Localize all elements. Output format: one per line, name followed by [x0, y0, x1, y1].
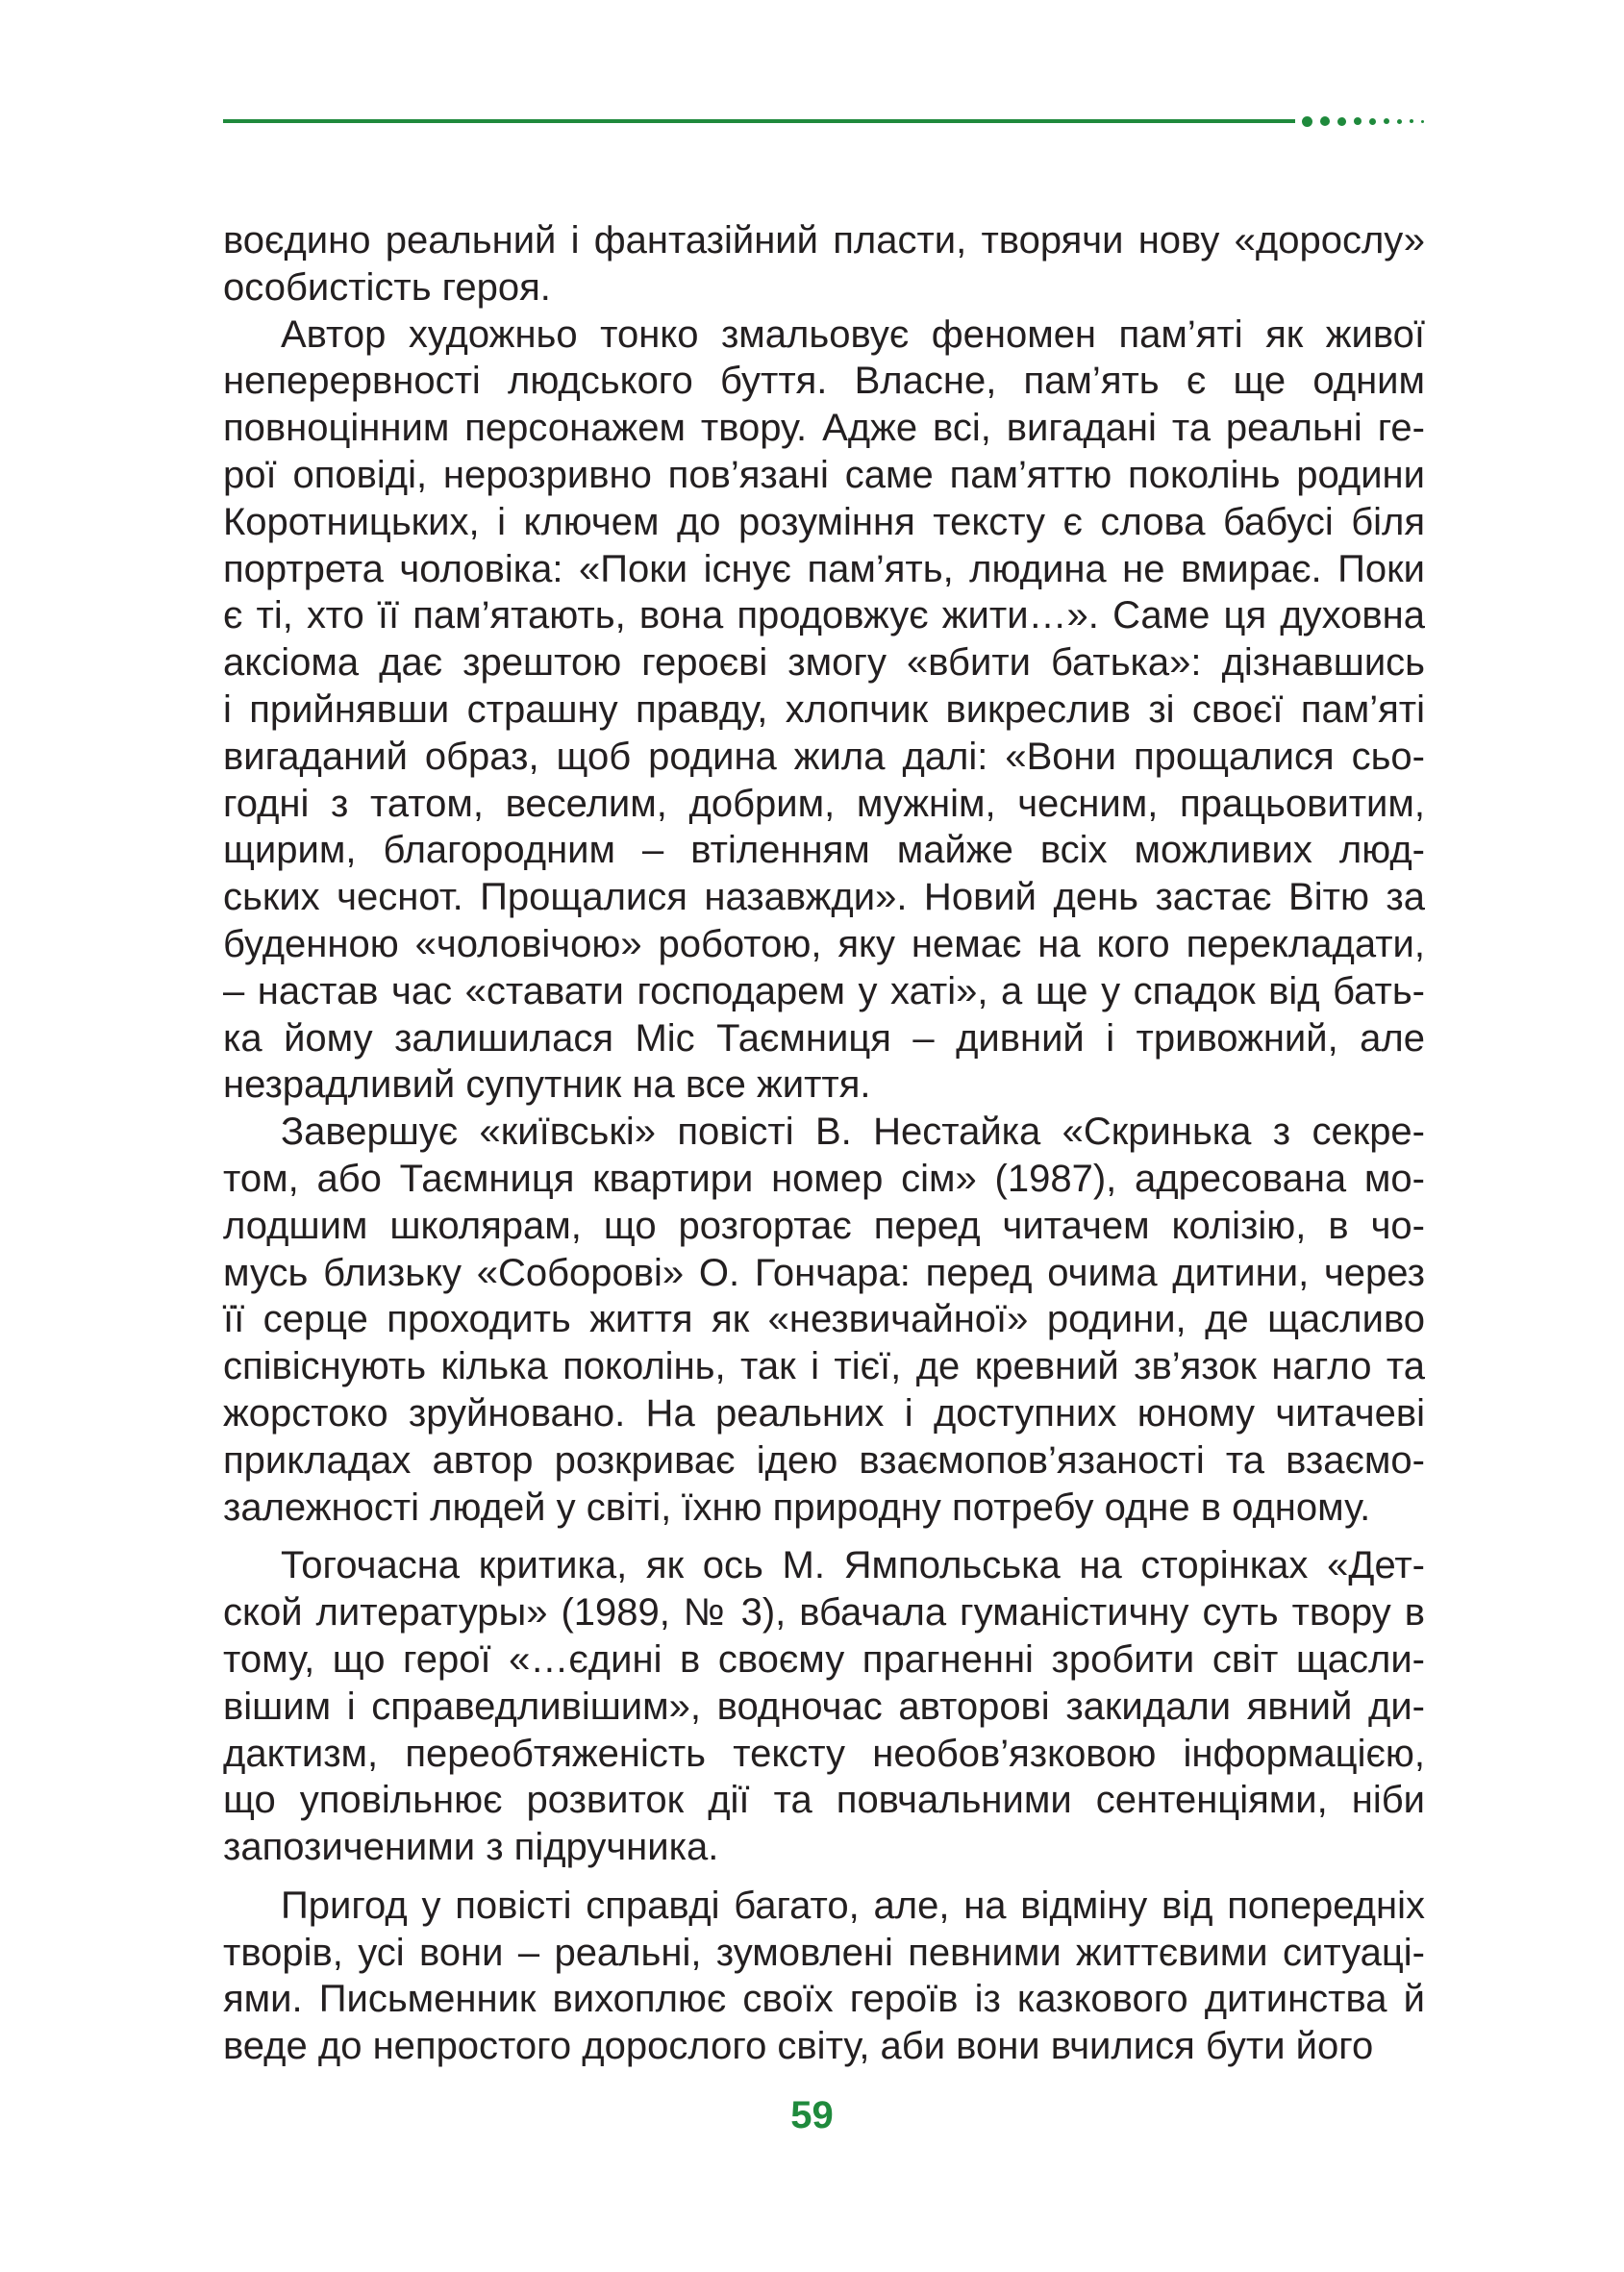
- text-line: ями. Письменник вихоплює своїх героїв із казкового дитинства й: [223, 1978, 1425, 2021]
- text-line: співіснують кілька поколінь, так і тієї, де кревний зв’язок нагло та: [223, 1345, 1425, 1388]
- header-dot: [1354, 117, 1362, 125]
- text-line: неперервності людського буття. Власне, пам’ять є ще одним: [223, 360, 1425, 403]
- header-dot: [1384, 118, 1389, 124]
- page-number: 59: [790, 2094, 834, 2136]
- text-line: воєдино реальний і фантазійний пласти, творячи нову «дорослу»: [223, 219, 1425, 262]
- header-dot: [1302, 116, 1312, 127]
- text-line: портрета чоловіка: «Поки існує пам’ять, людина не вмирає. Поки: [223, 547, 1425, 590]
- text-line: тому, що герої «…єдині в своєму прагненні зробити світ щасли-: [223, 1637, 1425, 1681]
- text-line: ка йому залишилася Міс Таємниця – дивний і тривожний, але: [223, 1016, 1425, 1060]
- text-line: ських чеснот. Прощалися назавжди». Новий день застає Вітю за: [223, 876, 1425, 919]
- paragraph: [223, 217, 1425, 312]
- text-line: буденною «чоловічою» роботою, яку немає на кого перекладати,: [223, 922, 1425, 965]
- header-dots-decoration: [1300, 112, 1454, 131]
- text-line: – настав час «ставати господарем у хаті», а ще у спадок від бать-: [223, 969, 1425, 1012]
- text-line: том, або Таємниця квартири номер сім» (1987), адресована мо-: [223, 1157, 1425, 1200]
- text-line: веде до непростого дорослого світу, аби вони вчилися бути його: [223, 2025, 1374, 2068]
- text-line: є ті, хто її пам’ятають, вона продовжує жити…». Саме ця духовна: [223, 594, 1425, 637]
- text-line: незрадливий супутник на все життя.: [223, 1063, 871, 1107]
- text-line: і прийнявши страшну правду, хлопчик викреслив зі своєї пам’яті: [223, 687, 1425, 731]
- text-line: аксіома дає зрештою героєві змогу «вбити батька»: дізнавшись: [223, 641, 1425, 685]
- text-line: творів, усі вони – реальні, зумовлені певними життєвими ситуаці-: [223, 1931, 1425, 1974]
- body-text: [223, 217, 1425, 2070]
- paragraph: [223, 1883, 1425, 2070]
- text-line: Пригод у повісті справді багато, але, на відміну від попередніх: [281, 1884, 1425, 1927]
- text-line: що уповільнює розвиток дії та повчальними сентенціями, ніби: [223, 1779, 1425, 1822]
- text-line: її серце проходить життя як «незвичайної» родини, де щасливо: [223, 1298, 1425, 1341]
- text-line: Завершує «київські» повісті В. Нестайка «Скринька з секре-: [281, 1111, 1425, 1154]
- header-rule: [223, 119, 1295, 123]
- paragraph: [223, 1109, 1425, 1531]
- text-line: лодшим школярам, що розгортає перед читачем колізію, в чо-: [223, 1204, 1425, 1247]
- text-line: вигаданий образ, щоб родина жила далі: «Вони прощалися сьо-: [223, 735, 1425, 778]
- header-dot: [1410, 119, 1413, 123]
- text-line: жорстоко зруйновано. На реальних і доступних юному читачеві: [223, 1391, 1425, 1435]
- text-line: дактизм, переобтяженість тексту необов’язковою інформацією,: [223, 1732, 1425, 1775]
- text-line: вішим і справедливішим», водночас авторові закидали явний ди-: [223, 1685, 1425, 1728]
- header-dot: [1369, 118, 1376, 125]
- text-line: Тогочасна критика, як ось М. Ямпольська на сторінках «Дет-: [281, 1544, 1425, 1587]
- paragraph-gap: [223, 1531, 1425, 1542]
- text-line: рої оповіді, нерозривно пов’язані саме пам’яттю поколінь родини: [223, 453, 1425, 496]
- paragraph: [223, 1542, 1425, 1871]
- text-line: прикладах автор розкриває ідею взаємопов’язаності та взаємо-: [223, 1438, 1425, 1482]
- text-line: залежності людей у світі, їхню природну потребу одне в одному.: [223, 1486, 1371, 1529]
- header-dot: [1397, 119, 1402, 124]
- header-dot: [1320, 116, 1330, 126]
- text-line: запозиченими з підручника.: [223, 1826, 719, 1869]
- paragraph-gap: [223, 1871, 1425, 1883]
- text-line: годні з татом, веселим, добрим, мужнім, чесним, працьовитим,: [223, 782, 1425, 825]
- text-line: Автор художньо тонко змальовує феномен пам’яті як живої: [281, 312, 1425, 356]
- text-line: особистість героя.: [223, 265, 551, 309]
- text-line: повноцінним персонажем твору. Адже всі, вигадані та реальні ге-: [223, 407, 1425, 450]
- paragraph: [223, 312, 1425, 1110]
- text-line: ской литературы» (1989, № 3), вбачала гуманістичну суть твору в: [223, 1591, 1425, 1635]
- text-line: мусь близьку «Соборові» О. Гончара: перед очима дитини, через: [223, 1251, 1425, 1294]
- header-dot: [1337, 117, 1346, 126]
- header-dot: [1421, 120, 1424, 123]
- text-line: щирим, благородним – втіленням майже всіх можливих люд-: [223, 829, 1425, 872]
- text-line: Коротницьких, і ключем до розуміння тексту є слова бабусі біля: [223, 500, 1425, 543]
